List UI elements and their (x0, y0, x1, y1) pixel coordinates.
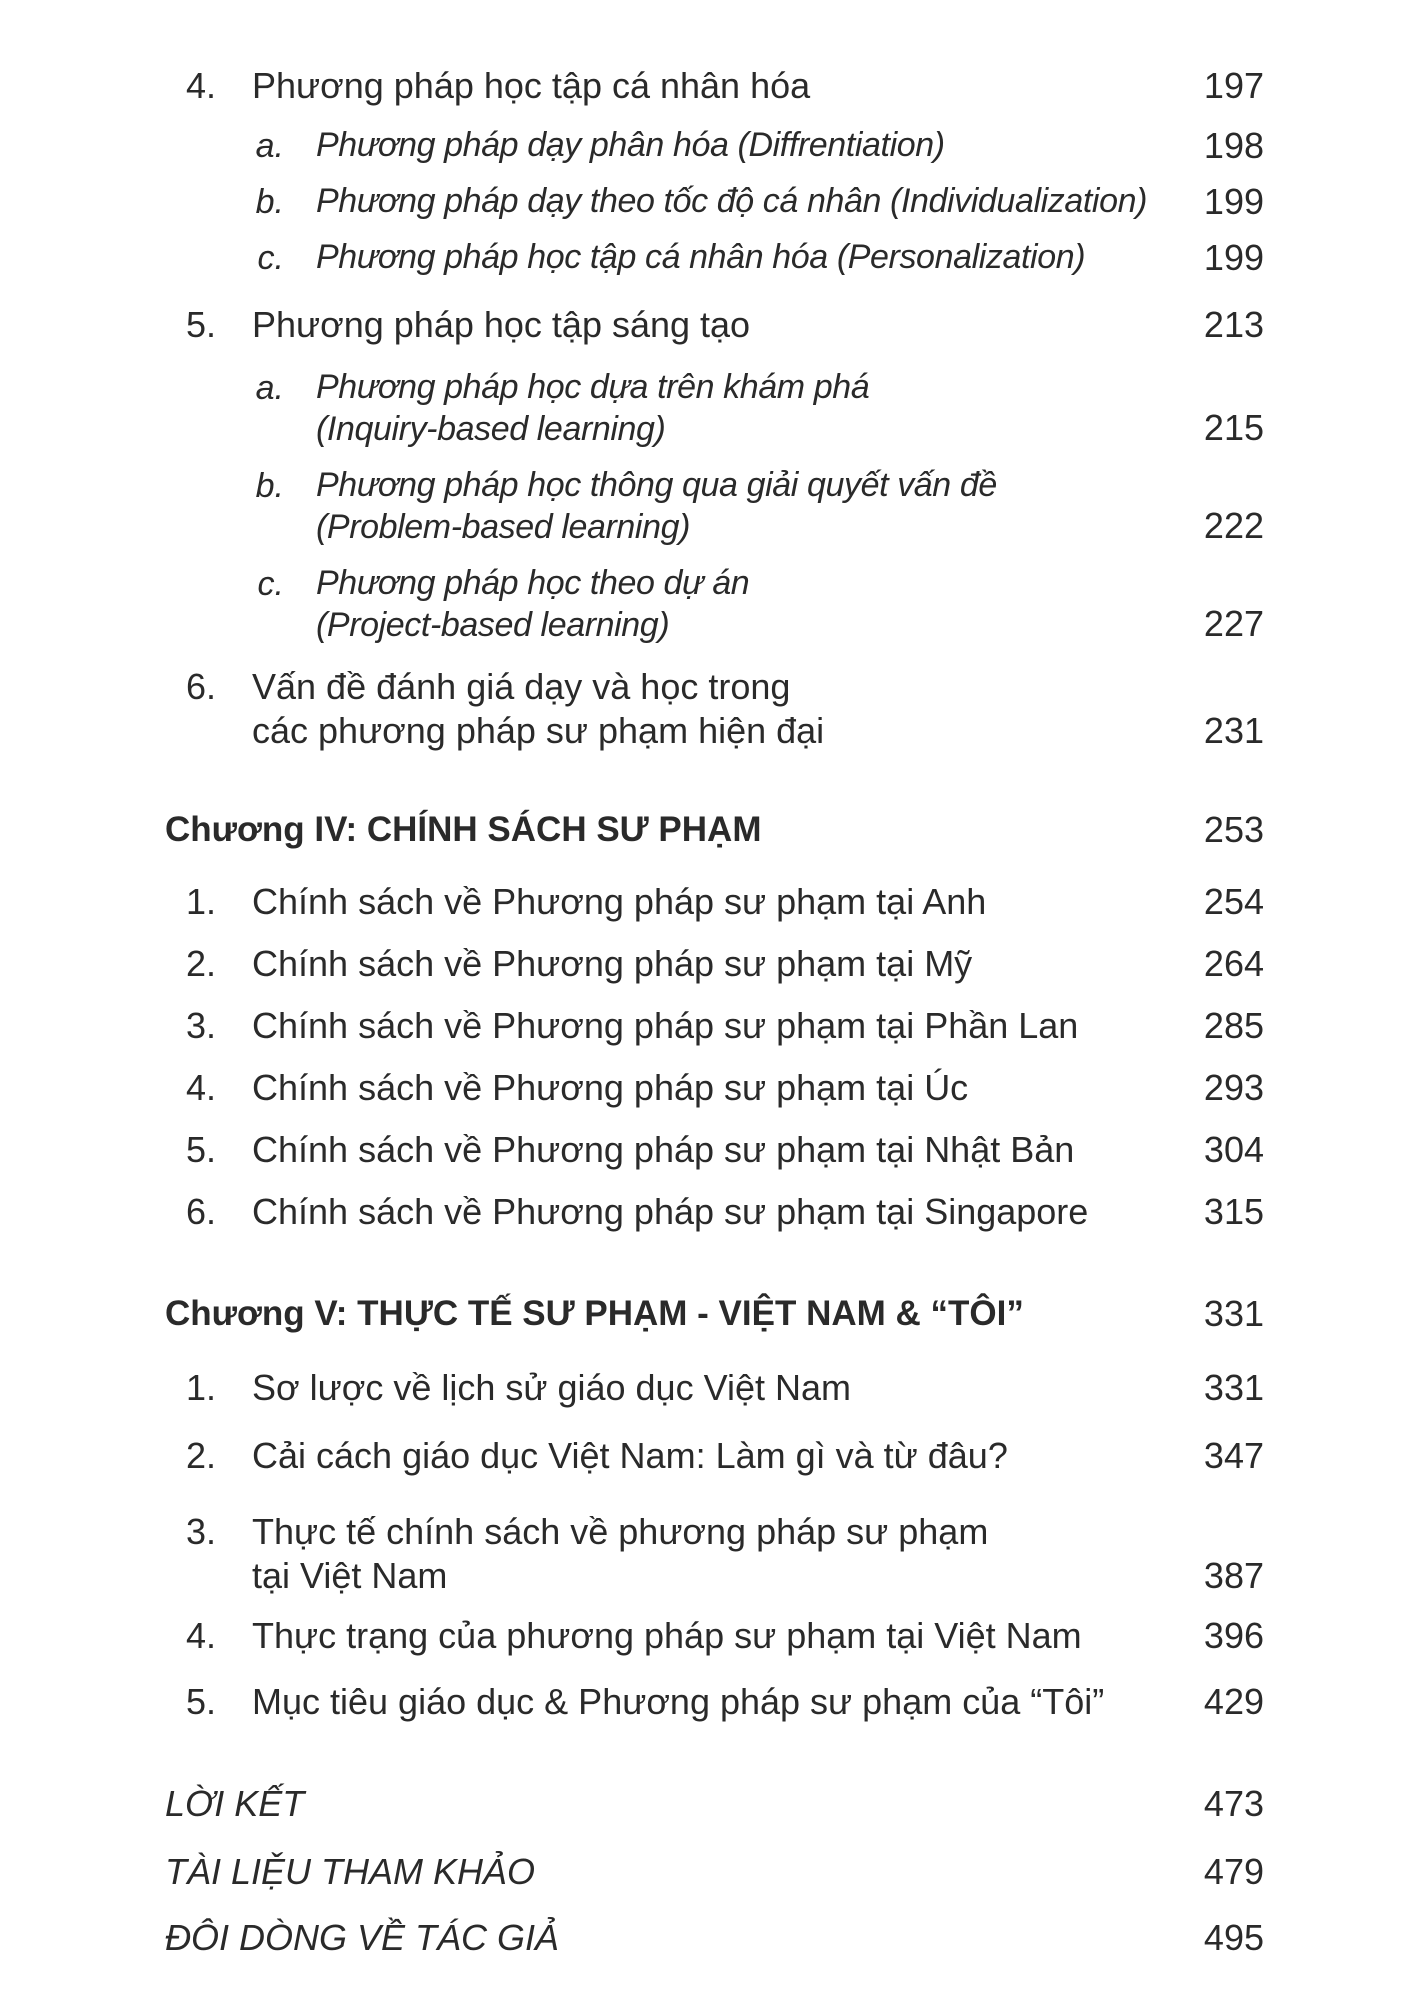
toc-entry-title: Chương V: THỰC TẾ SƯ PHẠM - VIỆT NAM & “TÔI” (165, 1294, 1024, 1333)
toc-page-number: 293 (1203, 1067, 1264, 1108)
toc-entry-number: 4. (185, 1067, 216, 1108)
toc-entry-title: Phương pháp học tập cá nhân hóa (252, 65, 811, 106)
toc-entry-title: Phương pháp học theo dự án (Project-based learning) (316, 564, 750, 644)
toc-page-number: 264 (1203, 943, 1264, 984)
toc-entry-number: 4. (185, 1615, 216, 1656)
toc-page-number: 253 (1203, 809, 1264, 850)
toc-entry-number: 4. (185, 65, 216, 106)
toc-page-number: 285 (1203, 1005, 1264, 1046)
toc-entry-title: Chính sách về Phương pháp sư phạm tại Singapore (252, 1191, 1089, 1232)
toc-entry-title: Chính sách về Phương pháp sư phạm tại Phần Lan (252, 1005, 1079, 1046)
toc-entry-title: Phương pháp học tập sáng tạo (252, 304, 751, 345)
toc-page-number: 222 (1203, 505, 1264, 546)
toc-page-number: 227 (1203, 603, 1264, 644)
toc-page-number: 213 (1203, 304, 1264, 345)
toc-entry-title: Phương pháp học dựa trên khám phá (Inquiry-based learning) (316, 368, 870, 448)
toc-entry-title: ĐÔI DÒNG VỀ TÁC GIẢ (165, 1917, 560, 1958)
toc-page-number: 304 (1203, 1129, 1264, 1170)
toc-page-number: 387 (1203, 1555, 1264, 1596)
toc-entry-title: Phương pháp học thông qua giải quyết vấn đề (Problem-based learning) (316, 466, 997, 546)
toc-page-number: 331 (1203, 1293, 1264, 1334)
toc-entry-title: Phương pháp dạy phân hóa (Diffrentiation) (316, 126, 945, 164)
toc-entry-title: Mục tiêu giáo dục & Phương pháp sư phạm của “Tôi” (252, 1681, 1105, 1722)
toc-page-number: 495 (1203, 1917, 1264, 1958)
toc-entry-title: Phương pháp học tập cá nhân hóa (Personalization) (316, 238, 1086, 276)
toc-entry-title: Cải cách giáo dục Việt Nam: Làm gì và từ đâu? (252, 1435, 1008, 1476)
toc-entry-number: a. (255, 127, 284, 165)
toc-entry-title: LỜI KẾT (165, 1783, 305, 1824)
toc-page-number: 347 (1203, 1435, 1264, 1476)
toc-page-number: 429 (1203, 1681, 1264, 1722)
toc-entry-title: TÀI LIỆU THAM KHẢO (165, 1851, 536, 1892)
toc-entry-number: c. (257, 565, 284, 603)
toc-entry-number: 3. (185, 1511, 216, 1552)
toc-page-number: 315 (1203, 1191, 1264, 1232)
toc-entry-title: Chính sách về Phương pháp sư phạm tại Mỹ (252, 943, 973, 984)
toc-entry-number: 1. (185, 1367, 216, 1408)
toc-entry-number: 6. (185, 1191, 216, 1232)
toc-entry-number: a. (255, 369, 284, 407)
toc-page-number: 254 (1203, 881, 1264, 922)
toc-page-number: 215 (1203, 407, 1264, 448)
toc-entry-number: b. (255, 467, 284, 505)
toc-page-number: 231 (1203, 710, 1264, 751)
toc-entry-title: Chính sách về Phương pháp sư phạm tại Nhật Bản (252, 1129, 1075, 1170)
toc-entry-number: 5. (185, 1129, 216, 1170)
toc-entry-title: Chính sách về Phương pháp sư phạm tại Anh (252, 881, 987, 922)
toc-entry-title: Phương pháp dạy theo tốc độ cá nhân (Individualization) (316, 182, 1148, 220)
toc-page-number: 197 (1203, 65, 1264, 106)
toc-entry-number: 6. (185, 666, 216, 707)
toc-entry-title: Thực tế chính sách về phương pháp sư phạm tại Việt Nam (252, 1511, 989, 1596)
toc-entry-number: 5. (185, 1681, 216, 1722)
toc-entry-title: Vấn đề đánh giá dạy và học trong các phương pháp sư phạm hiện đại (252, 666, 825, 751)
toc-entry-number: 1. (185, 881, 216, 922)
toc-entry-number: 3. (185, 1005, 216, 1046)
toc-entry-number: 2. (185, 943, 216, 984)
toc-entry-title: Chính sách về Phương pháp sư phạm tại Úc (252, 1067, 969, 1108)
toc-entry-number: 2. (185, 1435, 216, 1476)
toc-page-number: 199 (1203, 181, 1264, 222)
toc-entry-title: Chương IV: CHÍNH SÁCH SƯ PHẠM (165, 810, 762, 849)
toc-page-number: 473 (1203, 1783, 1264, 1824)
toc-entry-number: c. (257, 239, 284, 277)
toc-entry-number: b. (255, 183, 284, 221)
toc-entry-title: Thực trạng của phương pháp sư phạm tại Việt Nam (252, 1615, 1082, 1656)
toc-entry-title: Sơ lược về lịch sử giáo dục Việt Nam (252, 1367, 851, 1408)
toc-page-number: 396 (1203, 1615, 1264, 1656)
toc-page-number: 479 (1203, 1851, 1264, 1892)
toc-page-number: 199 (1203, 237, 1264, 278)
toc-entry-number: 5. (185, 304, 216, 345)
toc-page-number: 331 (1203, 1367, 1264, 1408)
toc-page-number: 198 (1203, 125, 1264, 166)
